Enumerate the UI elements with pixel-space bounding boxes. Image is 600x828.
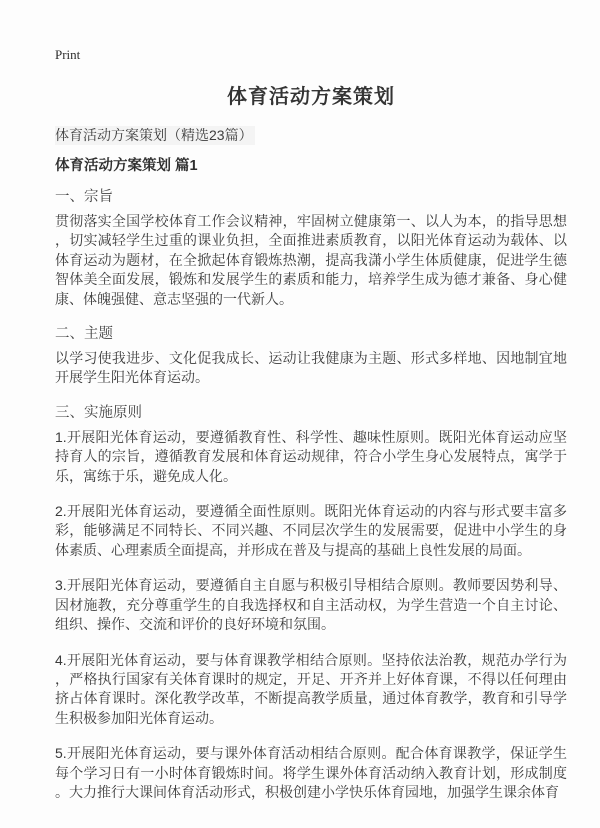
paragraph-principle-1: 1.开展阳光体育运动，要遵循教育性、科学性、趣味性原则。既阳光体育运动应坚持育人的宗旨，遵循教育发展和体育运动规律，符合小学生身心发展特点，寓学于乐，寓练于乐，避免成人化。 bbox=[55, 428, 567, 484]
paragraph-purpose: 贯彻落实全国学校体育工作会议精神，牢固树立健康第一、以人为本，的指导思想，切实减轻学生过重的课业负担，全面推进素质教育，以阳光体育运动为载体、以体育运动为题材，在全掀起体育锻炼热潮，提高我潇小学生体质健康，促进学生德智体美全面发展，锻炼和发展学生的素质和能力，培养学生成为德才兼备、身心健康、体魄强健、意志坚强的一代新人。 bbox=[55, 213, 567, 307]
section-heading-purpose: 一、宗旨 bbox=[55, 189, 113, 205]
doc-subtitle: 体育活动方案策划（精选23篇） bbox=[55, 127, 253, 143]
page-title: 体育活动方案策划 bbox=[227, 86, 395, 108]
subtitle-row bbox=[55, 126, 567, 145]
paragraph-principle-5: 5.开展阳光体育运动，要与课外体育活动相结合原则。配合体育课教学，保证学生每个学习日有一小时体育锻炼时间。将学生课外体育活动纳入教育计划，形成制度。大力推行大课间体育活动形式，积极创建小学快乐体育园地，加强学生课余体育 bbox=[55, 745, 567, 800]
paragraph-principle-4: 4.开展阳光体育运动，要与体育课教学相结合原则。坚持依法治教，规范办学行为，严格执行国家有关体育课时的规定，开足、开齐并上好体育课，不得以任何理由挤占体育课时。深化教学改革，不断提高教学质量，通过体育教学，教育和引导学生积极参加阳光体育运动。 bbox=[55, 651, 567, 726]
article-heading: 体育活动方案策划 篇1 bbox=[55, 158, 198, 174]
paragraph-principle-2: 2.开展阳光体育运动，要遵循全面性原则。既阳光体育运动的内容与形式要丰富多彩，能够满足不同特长、不同兴趣、不同层次学生的发展需要，促进中小学生的身体素质、心理素质全面提高，并形成在普及与提高的基础上良性发展的局面。 bbox=[55, 503, 567, 558]
paragraph-principle-3: 3.开展阳光体育运动，要遵循自主自愿与积极引导相结合原则。教师要因势利导、因材施教，充分尊重学生的自我选择权和自主活动权，为学生营造一个自主讨论、组织、操作、交流和评价的良好环境和氛围。 bbox=[55, 577, 567, 633]
print-button[interactable]: Print bbox=[55, 47, 81, 62]
section-heading-principles: 三、实施原则 bbox=[55, 404, 142, 421]
paragraph-theme: 以学习使我进步、文化促我成长、运动让我健康为主题、形式多样地、因地制宜地开展学生阳光体育运动。 bbox=[55, 350, 567, 386]
section-heading-theme: 二、主题 bbox=[55, 326, 113, 343]
